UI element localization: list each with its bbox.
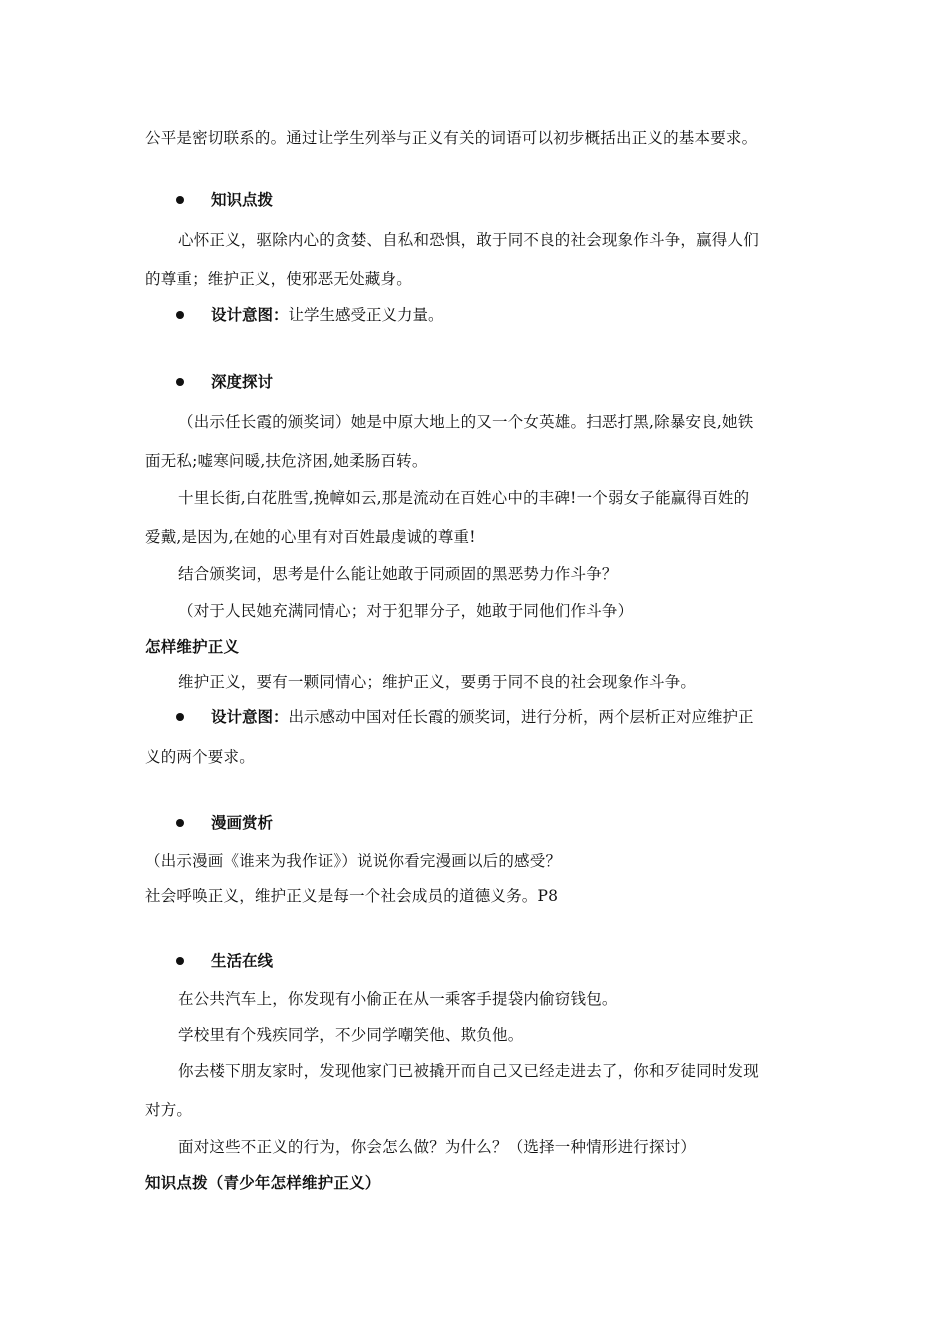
design-intent-2 [211,706,754,728]
bullet-dot [176,957,184,965]
design-intent-label: 设计意图： [211,708,289,726]
discussion-answer: （对于人民她充满同情心；对于犯罪分子，她敢于同他们作斗争） [178,602,634,620]
bullet-dot [176,196,184,204]
design-intent-text: 出示感动中国对任长霞的颁奖词，进行分析，两个层析正对应维护正 [288,708,754,726]
award-speech-line3: 十里长街,白花胜雪,挽幛如云,那是流动在百姓心中的丰碑!一个弱女子能赢得百姓的 [178,489,750,507]
section-heading-knowledge: 知识点拨 [211,191,274,209]
bullet-dot [176,819,184,827]
scenario-question: 面对这些不正义的行为，你会怎么做？为什么？（选择一种情形进行探讨） [178,1138,697,1156]
knowledge-paragraph-line2: 的尊重；维护正义，使邪恶无处藏身。 [145,270,412,288]
bullet-dot [176,378,184,386]
scenario-3-line2: 对方。 [145,1101,193,1119]
award-speech-line1: （出示任长霞的颁奖词）她是中原大地上的又一个女英雄。扫恶打黑,除暴安良,她铁 [178,413,754,431]
section-heading-deep-discussion: 深度探讨 [211,373,274,391]
award-speech-line2: 面无私;嘘寒问暖,扶危济困,她柔肠百转。 [145,452,428,470]
design-intent-text: 让学生感受正义力量。 [288,306,444,324]
final-knowledge-title: 知识点拨（青少年怎样维护正义） [145,1174,381,1192]
section-heading-life-online: 生活在线 [211,952,274,970]
design-intent-1 [211,304,444,326]
design-intent-2-line2: 义的两个要求。 [145,748,255,766]
intro-line: 公平是密切联系的。通过让学生列举与正义有关的词语可以初步概括出正义的基本要求。 [145,129,758,147]
award-speech-line4: 爱戴,是因为,在她的心里有对百姓最虔诚的尊重! [145,528,476,546]
discussion-question: 结合颁奖词，思考是什么能让她敢于同顽固的黑恶势力作斗争？ [178,565,618,583]
how-to-maintain-justice-text: 维护正义，要有一颗同情心；维护正义，要勇于同不良的社会现象作斗争。 [178,673,697,691]
scenario-1: 在公共汽车上，你发现有小偷正在从一乘客手提袋内偷窃钱包。 [178,990,618,1008]
design-intent-label: 设计意图： [211,306,289,324]
scenario-2: 学校里有个残疾同学，不少同学嘲笑他、欺负他。 [178,1026,524,1044]
scenario-3-line1: 你去楼下朋友家时，发现他家门已被撬开而自己又已经走进去了，你和歹徒同时发现 [178,1062,759,1080]
knowledge-paragraph-line1: 心怀正义，驱除内心的贪婪、自私和恐惧，敢于同不良的社会现象作斗争，赢得人们 [178,231,759,249]
section-heading-comic: 漫画赏析 [211,814,274,832]
bullet-dot [176,311,184,319]
how-to-maintain-justice-title: 怎样维护正义 [145,638,240,656]
bullet-dot [176,713,184,721]
comic-prompt: （出示漫画《谁来为我作证》）说说你看完漫画以后的感受？ [145,852,562,870]
comic-conclusion: 社会呼唤正义，维护正义是每一个社会成员的道德义务。P8 [145,887,559,905]
